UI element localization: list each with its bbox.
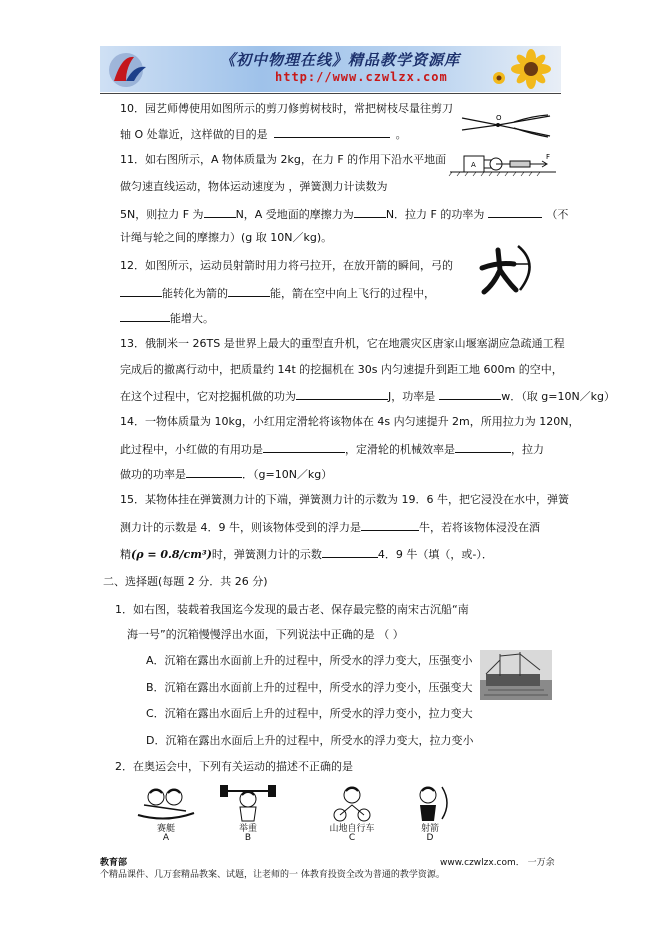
mc2-letter-c[interactable]: C <box>348 833 356 843</box>
mc1-option-b[interactable]: B．沉箱在露出水面前上升的过程中，所受水的浮力变小，压强变大 <box>146 681 473 694</box>
svg-text:O: O <box>496 114 502 122</box>
density-formula: (ρ = 0.8/cm³) <box>131 548 212 561</box>
mc1-line2: 海一号”的沉箱慢慢浮出水面，下列说法中正确的是 （ ） <box>127 628 404 641</box>
q14-blank-efficiency[interactable] <box>455 441 511 453</box>
q12-blank-2[interactable] <box>228 285 270 297</box>
q14-line2: 此过程中，小红做的有用功是 ，定滑轮的机械效率是 ，拉力 <box>120 443 544 456</box>
rowing-mascot-figure <box>136 785 196 821</box>
header-banner <box>100 46 561 92</box>
mc2-letter-a[interactable]: A <box>162 833 170 843</box>
q12-line1: 12．如图所示，运动员射箭时用力将弓拉开，在放开箭的瞬间，弓的 <box>120 259 453 272</box>
mc1-option-c[interactable]: C．沉箱在露出水面后上升的过程中，所受水的浮力变小，拉力变大 <box>146 707 473 720</box>
q13-line3: 在这个过程中，它对挖掘机做的功为 J，功率是 w．（取 g=10N／kg） <box>120 390 616 403</box>
mountain-bike-mascot-figure <box>322 783 382 823</box>
q15-blank-compare[interactable] <box>322 546 378 558</box>
q10-answer-blank[interactable] <box>274 126 390 138</box>
q11-line2: 做匀速直线运动，物体运动速度为 ，弹簧测力计读数为 <box>120 180 388 193</box>
q14-line1: 14．一物体质量为 10kg，小红用定滑轮将该物体在 4s 内匀速提升 2m，所用拉力为 120N， <box>120 415 580 428</box>
mc2-letter-d[interactable]: D <box>426 833 434 843</box>
mc2-caption-c: 山地自行车 <box>329 824 375 834</box>
archer-figure <box>474 240 546 298</box>
header-title: 《初中物理在线》精品教学资源库 <box>220 51 461 69</box>
mc1-line1: 1．如右图，装载着我国迄今发现的最古老、保存最完整的南宋古沉船“南 <box>115 603 469 616</box>
q10-line2: 轴 O 处靠近，这样做的目的是 。 <box>120 128 407 141</box>
q15-blank-buoyancy[interactable] <box>361 519 419 531</box>
mc2-caption-b: 举重 <box>238 824 257 834</box>
mc2-caption-a: 赛艇 <box>156 824 175 834</box>
svg-text:F: F <box>546 153 551 161</box>
q12-line2: 能转化为箭的 能，箭在空中向上飞行的过程中， <box>120 285 435 301</box>
q14-line3: 做功的功率是 ．（g=10N／kg） <box>120 468 333 481</box>
archery-mascot-figure <box>400 783 460 823</box>
sunflower-icon <box>487 48 557 90</box>
mc1-option-d[interactable]: D．沉箱在露出水面后上升的过程中，所受水的浮力变大，拉力变小 <box>146 734 474 747</box>
mc2-line1: 2．在奥运会中，下列有关运动的描述不正确的是 <box>115 760 353 773</box>
q12-blank-1[interactable] <box>120 285 162 297</box>
q11-line1: 11．如右图所示，A 物体质量为 2kg，在力 F 的作用下沿水平地面 <box>120 153 447 166</box>
q11-blank-force[interactable] <box>204 206 236 218</box>
q12-line3: 能增大。 <box>120 310 214 326</box>
q15-line3: 精(ρ = 0.8/cm³)时，弹簧测力计的示数 4．9 牛（填（，或-）． <box>120 548 493 561</box>
q14-blank-useful-work[interactable] <box>263 441 345 453</box>
q13-line1: 13．俄制米一 26TS 是世界上最大的重型直升机，它在地震灾区唐家山堰塞湖应急疏通工程 <box>120 337 565 350</box>
scissors-figure <box>458 112 554 140</box>
shipwreck-photo <box>480 650 552 700</box>
mc2-caption-d: 射箭 <box>420 824 439 834</box>
header-rule <box>100 93 561 94</box>
header-url[interactable]: http://www.czwlzx.com <box>275 70 448 84</box>
q14-blank-power[interactable] <box>186 466 242 478</box>
svg-text:A: A <box>471 161 476 169</box>
weightlifting-mascot-figure <box>218 783 278 823</box>
footer-line2: 个精品课件、几万套精品教案、试题，让老师的一 体教育投资全改为普通的教学资源。 <box>100 870 445 880</box>
mc1-option-a[interactable]: A．沉箱在露出水面前上升的过程中，所受水的浮力变大，压强变小 <box>146 654 473 667</box>
site-logo-icon <box>104 49 154 89</box>
q11-line4: 计绳与轮之间的摩擦力）(g 取 10N／kg)。 <box>120 231 333 244</box>
q10-line1: 10．园艺师傅使用如图所示的剪刀修剪树枝时，常把树枝尽量往剪刀 <box>120 102 453 115</box>
q13-blank-power[interactable] <box>439 388 501 400</box>
section2-title: 二、选择题(每题 2 分．共 26 分) <box>103 575 268 588</box>
q15-line1: 15．某物体挂在弹簧测力计的下端，弹簧测力计的示数为 19．6 牛，把它浸没在水中，弹簧 <box>120 493 569 506</box>
pulley-block-figure <box>448 146 558 180</box>
q13-line2: 完成后的撤离行动中，把质量约 14t 的挖掘机在 30s 内匀速提升到距工地 600m 的空中， <box>120 363 563 376</box>
footer-right[interactable]: www.czwlzx.com． 一万余 <box>440 858 555 868</box>
q12-blank-3[interactable] <box>120 310 170 322</box>
q11-blank-friction[interactable] <box>354 206 386 218</box>
q11-line3: 5N，则拉力 F 为 N，A 受地面的摩擦力为 N．拉力 F 的功率为 （不 <box>120 208 569 221</box>
q11-blank-power[interactable] <box>488 206 542 218</box>
q13-blank-work[interactable] <box>296 388 388 400</box>
footer-left: 教育部 <box>100 858 128 868</box>
mc2-letter-b[interactable]: B <box>244 833 252 843</box>
q15-line2: 测力计的示数是 4．9 牛，则该物体受到的浮力是 牛，若将该物体浸没在酒 <box>120 521 540 534</box>
